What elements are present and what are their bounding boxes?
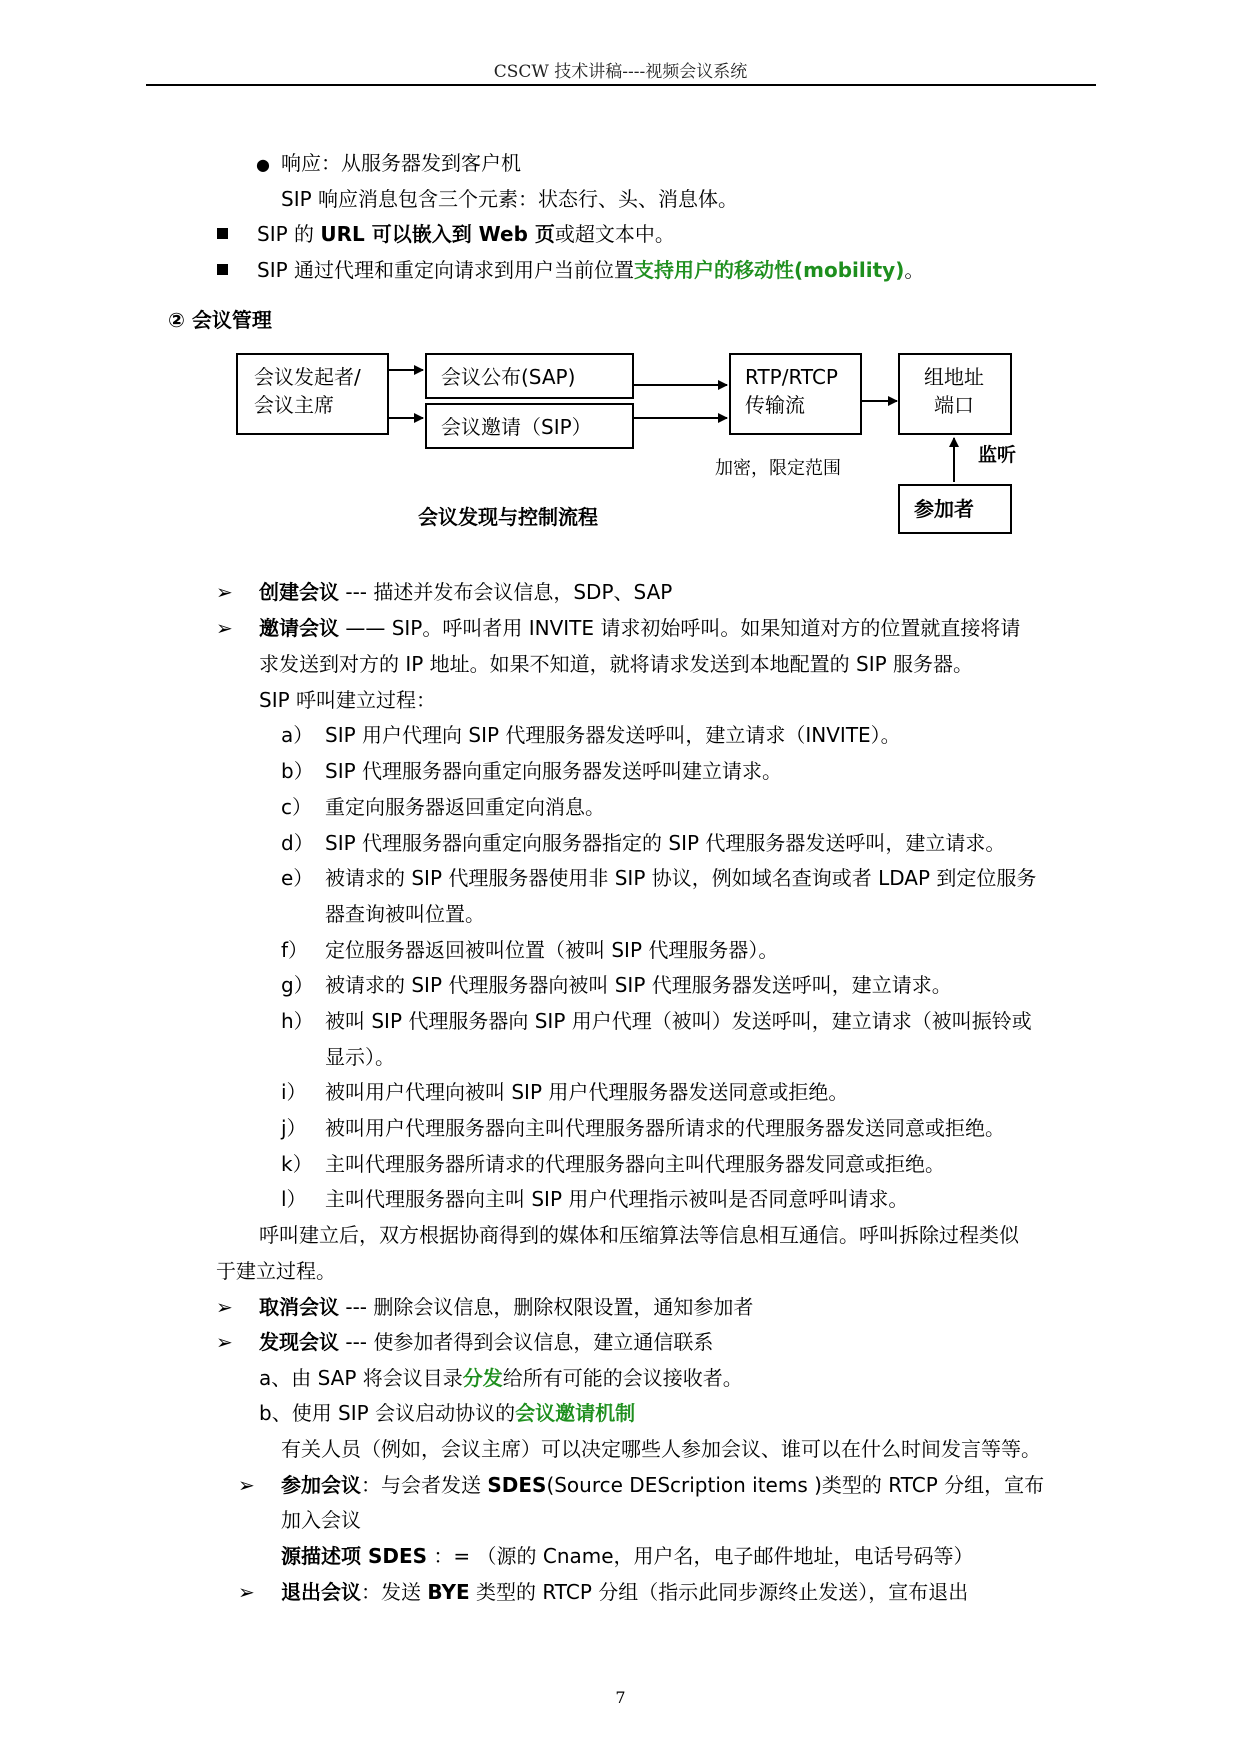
sip-process-title: SIP 呼叫建立过程： [259,688,437,712]
create-meeting-title: 创建会议 [259,580,339,604]
exit-meeting-line [281,1578,968,1606]
text: (Source DEScription items )类型的 RTCP 分组，宣布 [546,1473,1045,1497]
step-label: f） [281,938,309,962]
response-desc: SIP 响应消息包含三个元素：状态行、头、消息体。 [281,187,739,211]
step-text: 定位服务器返回被叫位置（被叫 SIP 代理服务器）。 [325,938,779,962]
bold-text: URL 可以嵌入到 Web 页 [320,222,555,246]
sdes-title: 源描述项 SDES [281,1544,428,1568]
discover-note: 有关人员（例如，会议主席）可以决定哪些人参加会议、谁可以在什么时间发言等等。 [281,1437,1041,1461]
sdes-line [281,1542,974,1570]
page-header: CSCW 技术讲稿----视频会议系统 [493,62,748,82]
step-label: h） [281,1009,314,1033]
step-text: 被叫用户代理向被叫 SIP 用户代理服务器发送同意或拒绝。 [325,1080,849,1104]
arrow-bullet-icon: ➢ [216,1295,233,1319]
bold-text: BYE [427,1580,470,1604]
bullet-dot-icon: ● [256,155,270,174]
rtp-line1: RTP/RTCP [745,365,838,389]
step-text: SIP 代理服务器向重定向服务器发送呼叫建立请求。 [325,759,783,783]
arrow-bullet-icon: ➢ [216,1330,233,1354]
arrow-bullet-icon: ➢ [238,1473,255,1497]
text: ：发送 [361,1580,428,1604]
join-meeting-desc3: 加入会议 [281,1508,361,1532]
create-meeting-desc: --- 描述并发布会议信息，SDP、SAP [339,580,673,604]
arrow-bullet-icon: ➢ [216,580,233,604]
section-heading: ② 会议管理 [168,308,272,332]
step-text: 被叫用户代理服务器向主叫代理服务器所请求的代理服务器发送同意或拒绝。 [325,1116,1005,1140]
discover-b-line [259,1399,635,1427]
step-text-cont: 显示）。 [325,1045,395,1069]
text: ：与会者发送 [361,1473,488,1497]
sap-box [425,353,634,399]
highlight-text: 支持用户的移动性(mobility) [634,258,905,282]
encrypt-label: 加密，限定范围 [715,458,841,479]
response-bullet: 响应：从服务器发到客户机 [281,151,521,175]
text: b、使用 SIP 会议启动协议的 [259,1401,516,1425]
text: SIP 的 [257,222,321,246]
discover-meeting-line [259,1328,713,1356]
listen-label: 监听 [978,444,1017,466]
highlight-text: 会议邀请机制 [515,1401,636,1425]
discover-a-line [259,1364,743,1392]
invite-meeting-desc: —— SIP。呼叫者用 INVITE 请求初始呼叫。如果知道对方的位置就直接将请 [339,616,1021,640]
text: 给所有可能的会议接收者。 [502,1366,743,1390]
step-label: j） [281,1116,307,1140]
invite-meeting-line [259,614,1020,642]
step-text: SIP 代理服务器向重定向服务器指定的 SIP 代理服务器发送呼叫，建立请求。 [325,831,1006,855]
text: SIP 通过代理和重定向请求到用户当前位置 [257,258,635,282]
cancel-meeting-title: 取消会议 [259,1295,339,1319]
step-label: a） [281,723,314,747]
discover-meeting-desc: --- 使参加者得到会议信息，建立通信联系 [339,1330,714,1354]
step-label: i） [281,1080,307,1104]
sip-label: 会议邀请（SIP） [441,415,592,439]
text: 或超文本中。 [554,222,675,246]
diagram-arrows [0,0,1241,560]
text: 类型的 RTCP 分组（指示此同步源终止发送），宣布退出 [469,1580,969,1604]
exit-meeting-title: 退出会议 [281,1580,361,1604]
participant-box [898,484,1012,534]
step-text-cont: 器查询被叫位置。 [325,902,485,926]
initiator-box [236,353,389,435]
cancel-meeting-line [259,1293,753,1321]
step-label: e） [281,866,314,890]
initiator-line1: 会议发起者/ [254,365,361,389]
step-text: 重定向服务器返回重定向消息。 [325,795,605,819]
step-label: d） [281,831,314,855]
join-meeting-line [281,1471,1044,1499]
group-line2: 端口 [934,393,974,417]
bold-text: SDES [487,1473,547,1497]
step-label: c） [281,795,312,819]
step-label: b） [281,759,314,783]
after-call-text2: 于建立过程。 [216,1259,336,1283]
step-text: SIP 用户代理向 SIP 代理服务器发送呼叫，建立请求（INVITE）。 [325,723,901,747]
rtp-box [729,353,862,435]
step-label: g） [281,973,314,997]
text: 。 [904,258,925,282]
invite-meeting-title: 邀请会议 [259,616,339,640]
group-line1: 组地址 [924,365,984,389]
step-text: 主叫代理服务器向主叫 SIP 用户代理指示被叫是否同意呼叫请求。 [325,1187,909,1211]
step-label: l） [281,1187,307,1211]
discover-meeting-title: 发现会议 [259,1330,339,1354]
sip-box [425,403,634,449]
diagram-caption: 会议发现与控制流程 [418,505,598,529]
step-text: 主叫代理服务器所请求的代理服务器向主叫代理服务器发同意或拒绝。 [325,1152,945,1176]
after-call-text: 呼叫建立后，双方根据协商得到的媒体和压缩算法等信息相互通信。呼叫拆除过程类似 [259,1223,1019,1247]
page-number: 7 [615,1688,626,1707]
rtp-line2: 传输流 [745,393,805,417]
cancel-meeting-desc: --- 删除会议信息，删除权限设置，通知参加者 [339,1295,754,1319]
group-address-box [898,353,1012,435]
step-label: k） [281,1152,313,1176]
join-meeting-title: 参加会议 [281,1473,361,1497]
initiator-line2: 会议主席 [254,393,334,417]
participant-label: 参加者 [914,497,974,521]
text: a、由 SAP 将会议目录 [259,1366,463,1390]
create-meeting-line [259,578,672,606]
arrow-bullet-icon: ➢ [238,1580,255,1604]
highlight-text: 分发 [462,1366,503,1390]
step-text: 被请求的 SIP 代理服务器向被叫 SIP 代理服务器发送呼叫，建立请求。 [325,973,952,997]
arrow-bullet-icon: ➢ [216,616,233,640]
step-text: 被叫 SIP 代理服务器向 SIP 用户代理（被叫）发送呼叫，建立请求（被叫振铃或 [325,1009,1032,1033]
step-text: 被请求的 SIP 代理服务器使用非 SIP 协议，例如域名查询或者 LDAP 到定位服务 [325,866,1037,890]
sdes-desc: ：= （源的 Cname，用户名，电子邮件地址，电话号码等） [427,1544,974,1568]
sap-label: 会议公布(SAP) [441,365,576,389]
invite-meeting-desc2: 求发送到对方的 IP 地址。如果不知道，就将请求发送到本地配置的 SIP 服务器。 [259,652,974,676]
